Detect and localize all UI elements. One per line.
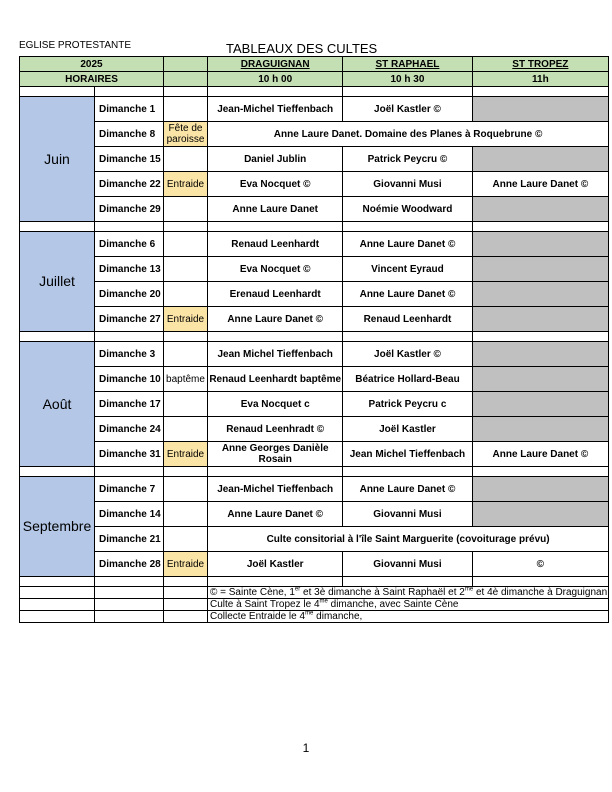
st-raphael-cell: Joël Kastler © — [343, 97, 472, 122]
schedule-table — [19, 56, 609, 623]
note-cell: Entraide — [164, 172, 208, 197]
day-cell: Dimanche 29 — [95, 197, 164, 222]
draguignan-cell: Daniel Jublin — [208, 147, 343, 172]
location-st-tropez: ST TROPEZ — [472, 57, 609, 72]
footnote-text: Collecte Entraide le $4^{me}$ dimanche, — [208, 611, 609, 623]
spacer-row — [20, 87, 609, 97]
month-cell: Septembre — [20, 477, 95, 577]
day-cell: Dimanche 20 — [95, 282, 164, 307]
draguignan-cell: Eva Nocquet © — [208, 257, 343, 282]
day-cell: Dimanche 7 — [95, 477, 164, 502]
draguignan-cell: Jean-Michel Tieffenbach — [208, 97, 343, 122]
time-st-raphael: 10 h 30 — [343, 72, 472, 87]
st-tropez-cell — [472, 257, 609, 282]
service-row — [20, 147, 609, 172]
st-tropez-cell: © — [472, 552, 609, 577]
draguignan-cell: Anne Laure Danet © — [208, 307, 343, 332]
day-cell: Dimanche 31 — [95, 442, 164, 467]
footnote-text: Culte à Saint Tropez le $4^{me}$ dimanche, avec Sainte Cène — [208, 599, 609, 611]
note-cell — [164, 502, 208, 527]
note-cell: Fête de paroisse — [164, 122, 208, 147]
draguignan-cell: Anne Georges Danièle Rosain — [208, 442, 343, 467]
day-cell: Dimanche 28 — [95, 552, 164, 577]
service-row — [20, 392, 609, 417]
note-cell — [164, 232, 208, 257]
st-tropez-cell — [472, 367, 609, 392]
service-row — [20, 197, 609, 222]
st-tropez-cell — [472, 197, 609, 222]
month-cell: Juillet — [20, 232, 95, 332]
day-cell: Dimanche 24 — [95, 417, 164, 442]
footnote-row — [20, 587, 609, 599]
st-tropez-cell — [472, 477, 609, 502]
year-cell: 2025 — [20, 57, 164, 72]
note-cell: Entraide — [164, 442, 208, 467]
st-raphael-cell: Joël Kastler — [343, 417, 472, 442]
st-raphael-cell: Giovanni Musi — [343, 172, 472, 197]
st-raphael-cell: Anne Laure Danet © — [343, 282, 472, 307]
spacer-row — [20, 467, 609, 477]
draguignan-cell: Erenaud Leenhardt — [208, 282, 343, 307]
draguignan-cell: Anne Laure Danet © — [208, 502, 343, 527]
service-row — [20, 477, 609, 502]
draguignan-cell: Jean Michel Tieffenbach — [208, 342, 343, 367]
service-row — [20, 282, 609, 307]
st-tropez-cell: Anne Laure Danet © — [472, 172, 609, 197]
month-cell: Juin — [20, 97, 95, 222]
st-tropez-cell — [472, 392, 609, 417]
st-raphael-cell: Patrick Peycru c — [343, 392, 472, 417]
note-cell — [164, 392, 208, 417]
note-cell — [164, 147, 208, 172]
page-title: TABLEAUX DES CULTES — [226, 41, 378, 56]
draguignan-cell: Renaud Leenhradt © — [208, 417, 343, 442]
day-cell: Dimanche 13 — [95, 257, 164, 282]
st-raphael-cell: Giovanni Musi — [343, 552, 472, 577]
st-tropez-cell — [472, 232, 609, 257]
note-cell: Entraide — [164, 552, 208, 577]
day-cell: Dimanche 14 — [95, 502, 164, 527]
special-service-cell: Culte consitorial à l'île Saint Marguerite (covoiturage prévu) — [208, 527, 609, 552]
day-cell: Dimanche 3 — [95, 342, 164, 367]
draguignan-cell: Anne Laure Danet — [208, 197, 343, 222]
note-cell: baptême — [164, 367, 208, 392]
service-row — [20, 417, 609, 442]
day-cell: Dimanche 10 — [95, 367, 164, 392]
time-draguignan: 10 h 00 — [208, 72, 343, 87]
spacer-row — [20, 332, 609, 342]
service-row — [20, 442, 609, 467]
draguignan-cell: Joël Kastler — [208, 552, 343, 577]
note-cell — [164, 417, 208, 442]
st-raphael-cell: Béatrice Hollard-Beau — [343, 367, 472, 392]
horaires-cell: HORAIRES — [20, 72, 164, 87]
draguignan-cell: Renaud Leenhardt — [208, 232, 343, 257]
month-cell: Août — [20, 342, 95, 467]
spacer-row — [20, 222, 609, 232]
note-cell — [164, 342, 208, 367]
service-row — [20, 172, 609, 197]
day-cell: Dimanche 6 — [95, 232, 164, 257]
st-tropez-cell: Anne Laure Danet © — [472, 442, 609, 467]
day-cell: Dimanche 15 — [95, 147, 164, 172]
organization-name: EGLISE PROTESTANTE — [19, 40, 132, 51]
location-draguignan: DRAGUIGNAN — [208, 57, 343, 72]
day-cell: Dimanche 1 — [95, 97, 164, 122]
day-cell: Dimanche 21 — [95, 527, 164, 552]
special-service-cell: Anne Laure Danet. Domaine des Planes à Roquebrune © — [208, 122, 609, 147]
footnote-text: © = Sainte Cène, 1er et 3è dimanche à Saint Raphaël et $2^{me}$ et 4è dimanche à Draguignan — [208, 587, 609, 599]
st-raphael-cell: Anne Laure Danet © — [343, 477, 472, 502]
header-row-locations — [20, 57, 609, 72]
st-raphael-cell: Renaud Leenhardt — [343, 307, 472, 332]
note-cell — [164, 257, 208, 282]
st-raphael-cell: Vincent Eyraud — [343, 257, 472, 282]
st-tropez-cell — [472, 417, 609, 442]
header-row-times — [20, 72, 609, 87]
note-cell — [164, 97, 208, 122]
service-row — [20, 502, 609, 527]
footnote-row — [20, 611, 609, 623]
footnote-row — [20, 599, 609, 611]
day-cell: Dimanche 27 — [95, 307, 164, 332]
draguignan-cell: Eva Nocquet © — [208, 172, 343, 197]
day-cell: Dimanche 17 — [95, 392, 164, 417]
draguignan-cell: Jean-Michel Tieffenbach — [208, 477, 343, 502]
spacer-row — [20, 577, 609, 587]
page-number: 1 — [302, 741, 310, 755]
st-raphael-cell: Patrick Peycru © — [343, 147, 472, 172]
day-cell: Dimanche 22 — [95, 172, 164, 197]
day-cell: Dimanche 8 — [95, 122, 164, 147]
st-tropez-cell — [472, 307, 609, 332]
service-row — [20, 97, 609, 122]
st-tropez-cell — [472, 502, 609, 527]
st-raphael-cell: Giovanni Musi — [343, 502, 472, 527]
st-tropez-cell — [472, 97, 609, 122]
st-raphael-cell: Jean Michel Tieffenbach — [343, 442, 472, 467]
st-raphael-cell: Anne Laure Danet © — [343, 232, 472, 257]
time-st-tropez: 11h — [472, 72, 609, 87]
draguignan-cell: Eva Nocquet c — [208, 392, 343, 417]
st-tropez-cell — [472, 147, 609, 172]
st-tropez-cell — [472, 342, 609, 367]
st-raphael-cell: Joël Kastler © — [343, 342, 472, 367]
note-cell — [164, 477, 208, 502]
st-raphael-cell: Noémie Woodward — [343, 197, 472, 222]
note-cell: Entraide — [164, 307, 208, 332]
service-row — [20, 342, 609, 367]
service-row — [20, 307, 609, 332]
service-row — [20, 527, 609, 552]
service-row — [20, 367, 609, 392]
note-cell — [164, 527, 208, 552]
service-row — [20, 232, 609, 257]
location-st-raphael: ST RAPHAEL — [343, 57, 472, 72]
note-cell — [164, 197, 208, 222]
service-row — [20, 257, 609, 282]
draguignan-cell: Renaud Leenhardt baptême — [208, 367, 343, 392]
service-row — [20, 122, 609, 147]
service-row — [20, 552, 609, 577]
note-cell — [164, 282, 208, 307]
st-tropez-cell — [472, 282, 609, 307]
